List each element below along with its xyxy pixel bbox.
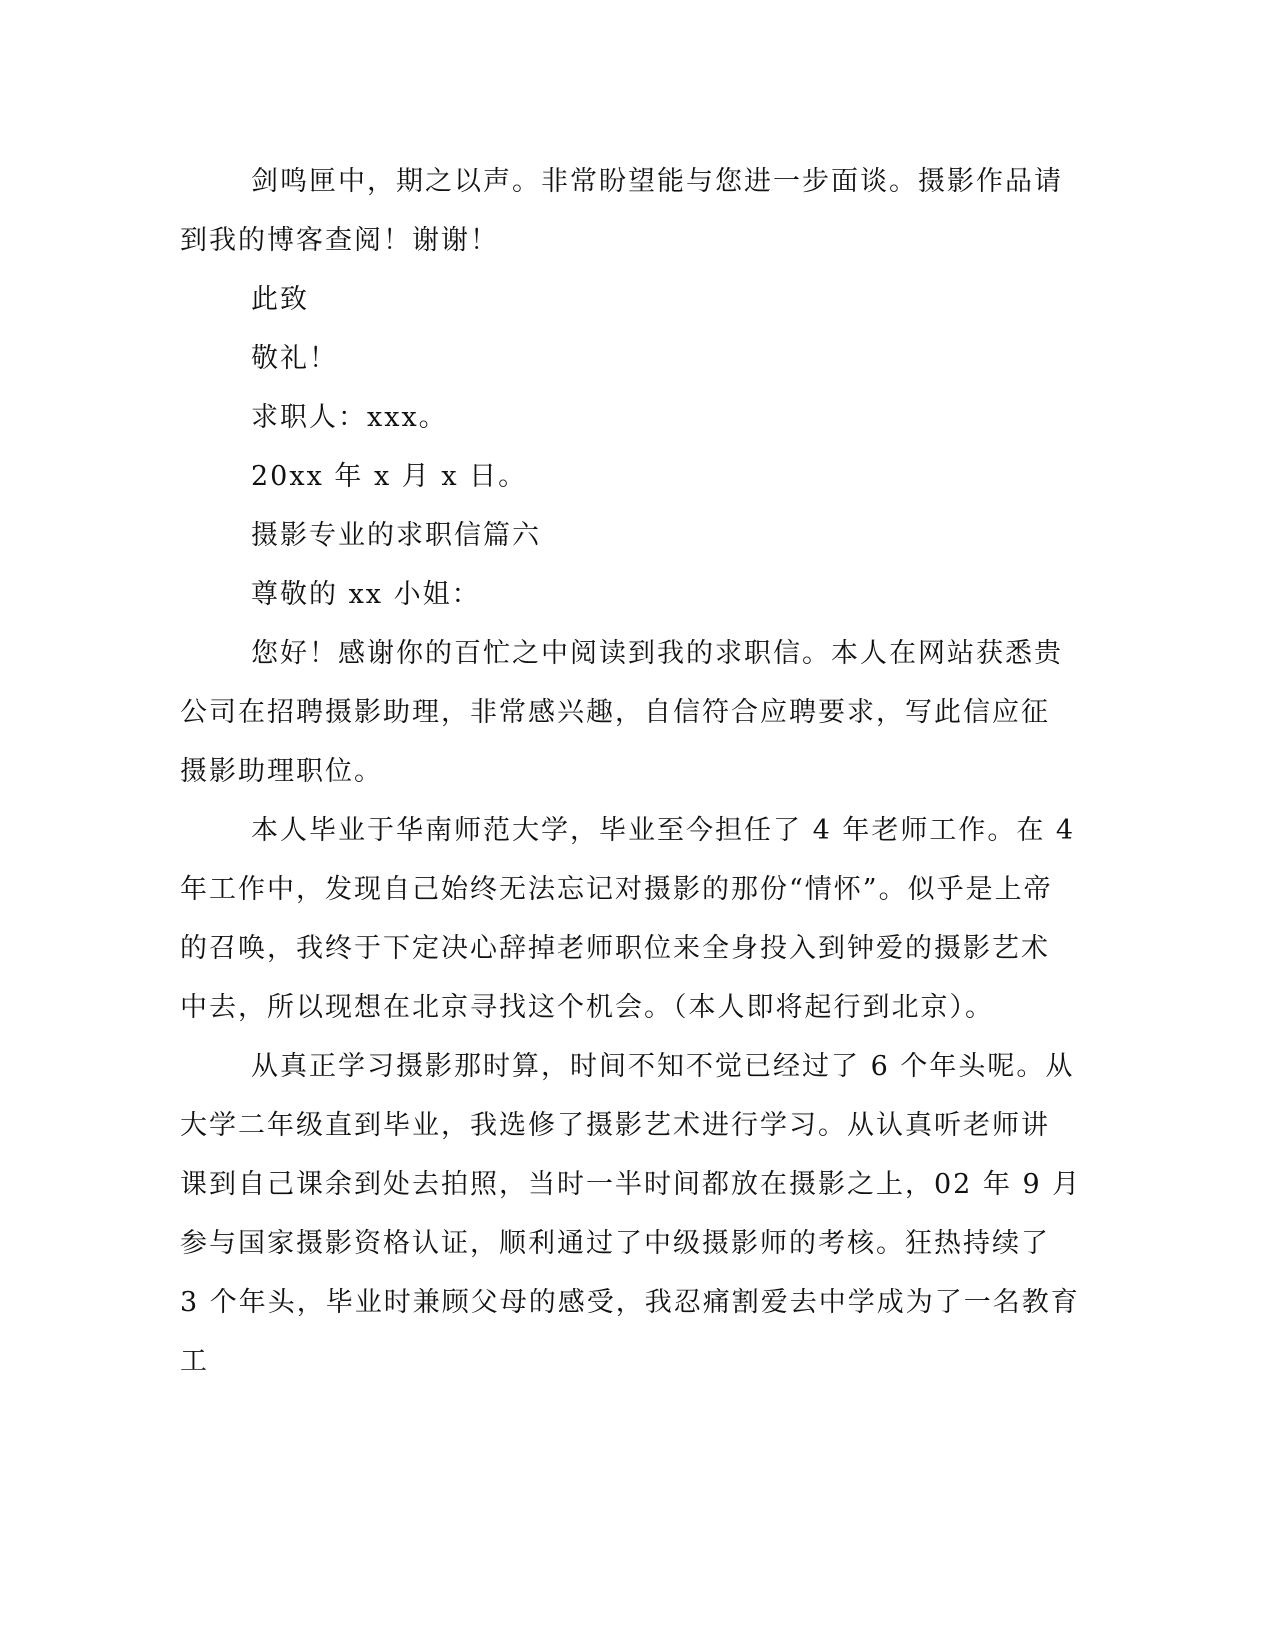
text-line: 摄影助理职位。 <box>180 756 383 787</box>
text-line: 3 个年头，毕业时兼顾父母的感受，我忍痛割爱去中学成为了一名教育 <box>180 1287 1080 1318</box>
text-line: 年工作中，发现自己始终无法忘记对摄影的那份“情怀”。似乎是上帝 <box>180 874 1053 905</box>
text-line: 本人毕业于华南师范大学，毕业至今担任了 4 年老师工作。在 4 <box>251 815 1076 846</box>
text-line: 工 <box>180 1346 209 1377</box>
text-line: 从真正学习摄影那时算，时间不知不觉已经过了 6 个年头呢。从 <box>251 1051 1075 1082</box>
salutation-closing: 此致 <box>251 284 309 315</box>
text-line: 课到自己课余到处去拍照，当时一半时间都放在摄影之上，02 年 9 月 <box>180 1169 1082 1200</box>
text-line: 公司在招聘摄影助理，非常感兴趣，自信符合应聘要求，写此信应征 <box>180 697 1050 728</box>
salutation-regards: 敬礼！ <box>251 343 338 374</box>
text-line: 参与国家摄影资格认证，顺利通过了中级摄影师的考核。狂热持续了 <box>180 1228 1050 1259</box>
applicant-signature: 求职人：xxx。 <box>251 402 448 433</box>
text-line: 剑鸣匣中，期之以声。非常盼望能与您进一步面谈。摄影作品请 <box>251 166 1063 197</box>
text-line: 大学二年级直到毕业，我选修了摄影艺术进行学习。从认真听老师讲 <box>180 1110 1050 1141</box>
section-heading: 摄影专业的求职信篇六 <box>251 520 541 551</box>
text-line: 的召唤，我终于下定决心辞掉老师职位来全身投入到钟爱的摄影艺术 <box>180 933 1050 964</box>
text-line: 到我的博客查阅！谢谢！ <box>180 225 499 256</box>
text-line: 您好！感谢你的百忙之中阅读到我的求职信。本人在网站获悉贵 <box>251 638 1063 669</box>
text-line: 中去，所以现想在北京寻找这个机会。（本人即将起行到北京）。 <box>180 992 994 1023</box>
letter-greeting: 尊敬的 xx 小姐： <box>251 579 481 610</box>
document-body <box>180 152 1082 1391</box>
letter-date: 20xx 年 x 月 x 日。 <box>251 461 528 492</box>
